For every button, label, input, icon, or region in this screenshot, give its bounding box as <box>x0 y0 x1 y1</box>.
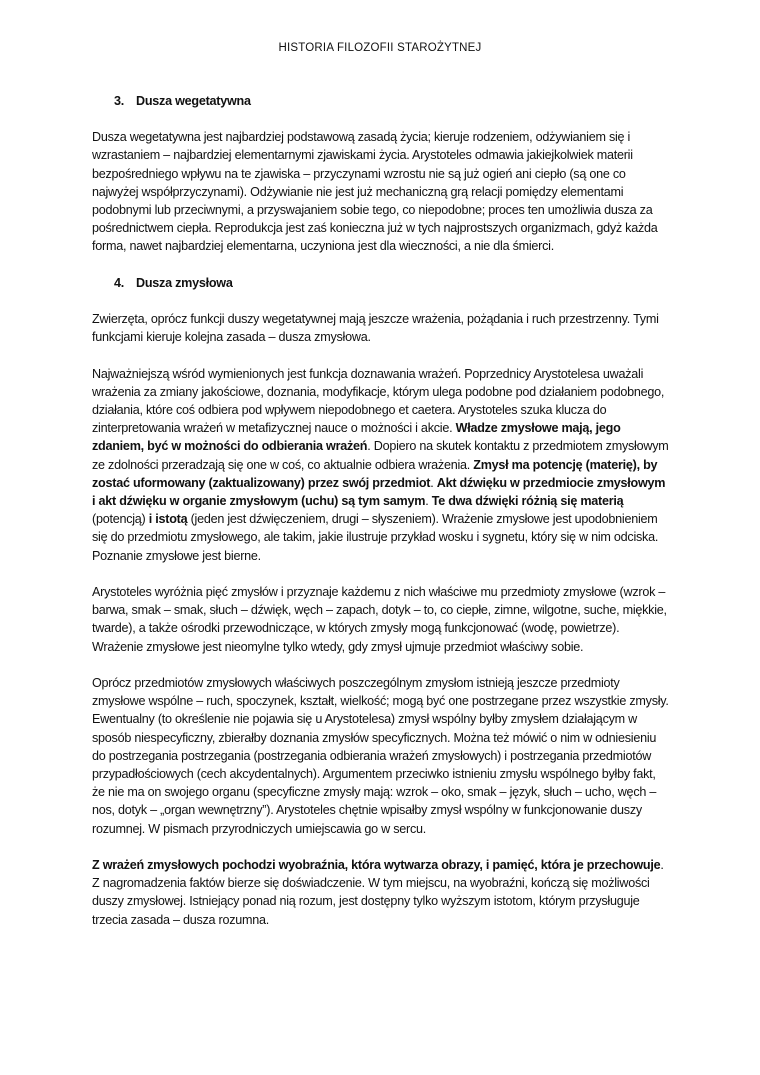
bold-run: Te dwa dźwięki różnią się materią <box>431 494 624 509</box>
page-content <box>92 92 669 947</box>
text-run: . <box>430 475 437 490</box>
section-4-paragraph-1: Zwierzęta, oprócz funkcji duszy wegetatywnej mają jeszcze wrażenia, pożądania i ruch przestrzenny. Tymi funkcjami kieruje kolejna zasada – dusza zmysłowa. <box>92 312 659 345</box>
bold-run: Z wrażeń zmysłowych pochodzi wyobraźnia, która wytwarza obrazy, i pamięć, która je przechowuje <box>92 858 661 873</box>
section-4-paragraph-2 <box>92 365 669 565</box>
section-4-number: 4. <box>114 275 125 290</box>
text-run: . Dopiero na skutek kontaktu z przedmiotem zmysłowym ze zdolności przeradzają się one w coś, co aktualnie odbiera wrażenia. <box>92 439 669 472</box>
bold-run: Akt dźwięku w przedmiocie zmysłowym i akt dźwięku w organie zmysłowym (uchu) są tym samym <box>92 475 666 509</box>
text-run: . <box>425 494 432 509</box>
section-4-title: Dusza zmysłowa <box>136 275 233 290</box>
text-run: (potencją) <box>92 512 149 527</box>
section-4-heading <box>114 274 669 292</box>
section-3-paragraph: Dusza wegetatywna jest najbardziej podstawową zasadą życia; kieruje rodzeniem, odżywianiem się i wzrastaniem – najbardziej elementarnymi zjawiskami życia. Arystoteles odmawia jakiejkolwiek materii bezpośredniego wpływu na te zjawiska – przyczynami wzrostu nie są już ogień ani ciepło (są one co najwyżej współprzyczynami). Odżywianie nie jest już mechaniczną grą relacji pomiędzy elementami podobnymi lub przeciwnymi, a przyswajaniem sobie tego, co niepodobne; proces ten umożliwia dusza za pośrednictwem ciepła. Reprodukcja jest zaś konieczna już w tych najprostszych organizmach, gdyż każda forma, nawet najbardziej elementarna, uczyniona jest dla wieczności, a nie dla śmierci. <box>92 130 658 254</box>
text-run: Najważniejszą wśród wymienionych jest funkcja doznawania wrażeń. Poprzednicy Arystotelesa uważali wrażenia za zmiany jakościowe, doznania, modyfikacje, którym ulega podobne pod działaniem podobnego, działania, które coś odbiera pod wpływem niepodobnego et caetera. Arystoteles szuka klucza do zinterpretowania wrażeń w metafizycznej nauce o możności i akcie. <box>92 366 665 436</box>
bold-run: Władze zmysłowe mają, jego zdaniem, być w możności do odbierania wrażeń <box>92 421 621 454</box>
section-4-paragraph-4: Oprócz przedmiotów zmysłowych właściwych poszczególnym zmysłom istnieją jeszcze przedmioty zmysłowe wspólne – ruch, spoczynek, kształt, wielkość; mogą być one postrzegane przez wszystkie zmysły. Ewentualny (to określenie nie pojawia się u Arystotelesa) zmysł wspólny byłby zmysłem działającym w sposób niespecyficzny, zbierałby doznania zmysłów specyficznych. Można też mówić o nim w odniesieniu do postrzegania postrzegania (postrzegania odbierania wrażeń zmysłowych) i postrzegania przedmiotów przypadłościowych (cech akcydentalnych). Argumentem przeciwko istnieniu zmysłu wspólnego byłby fakt, że nie ma on swojego organu (specyficzne zmysły mają: wzrok – oko, smak – język, słuch – ucho, węch – nos, dotyk – „organ wewnętrzny”). Arystoteles chętnie wpisałby zmysł wspólny w funkcjonowanie duszy rozumnej. W pismach przyrodniczych umiejscawia go w sercu. <box>92 676 669 836</box>
section-4-paragraph-5 <box>92 856 669 929</box>
text-run: . Z nagromadzenia faktów bierze się doświadczenie. W tym miejscu, na wyobraźni, kończą się możliwości duszy zmysłowej. Istniejący ponad nią rozum, jest dostępny tylko wyższym istotom, którym przysługuje trzecia zasada – dusza rozumna. <box>92 858 664 927</box>
section-3-number: 3. <box>114 94 125 108</box>
bold-run: i istotą <box>148 512 188 527</box>
section-3-title: Dusza wegetatywna <box>136 94 251 108</box>
section-3-heading <box>114 92 669 110</box>
text-run: (jeden jest dźwięczeniem, drugi – słyszeniem). Wrażenie zmysłowe jest upodobnieniem się do przedmiotu zmysłowego, ale takim, jakie ilustruje przykład wosku i sygnetu, który się w nim odciska. Poznanie zmysłowe jest bierne. <box>92 512 659 563</box>
bold-run: Zmysł ma potencję (materię), by zostać uformowany (zaktualizowany) przez swój przedmiot <box>92 457 658 490</box>
section-4-paragraph-3: Arystoteles wyróżnia pięć zmysłów i przyznaje każdemu z nich właściwe mu przedmioty zmysłowe (wzrok – barwa, smak – smak, słuch – dźwięk, węch – zapach, dotyk – to, co ciepłe, zimne, wilgotne, suche, miękkie, twarde), a także ośrodki przewodniczące, w których zmysły mogą funkcjonować (wodę, powietrze). Wrażenie zmysłowe jest nieomylne tylko wtedy, gdy zmysł ujmuje przedmiot właściwy sobie. <box>92 585 667 654</box>
running-header: HISTORIA FILOZOFII STAROŻYTNEJ <box>278 42 482 54</box>
